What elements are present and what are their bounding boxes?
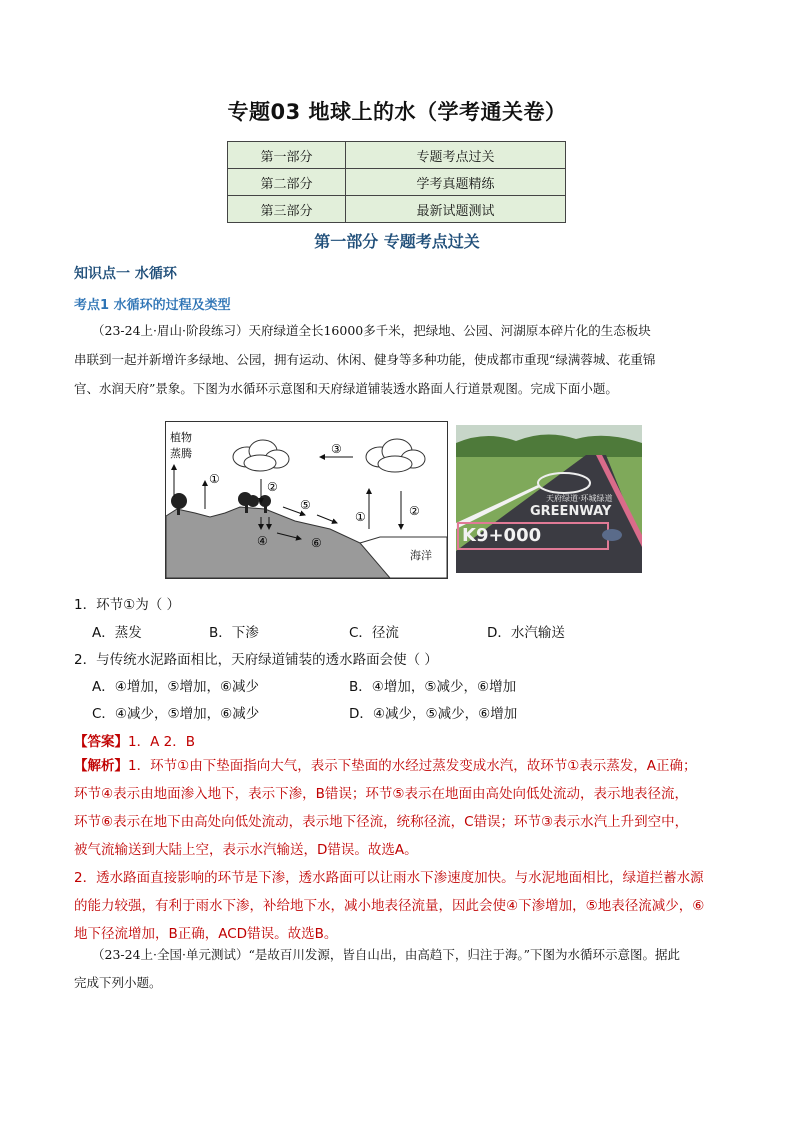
ocean-label: 海洋 bbox=[410, 549, 432, 562]
passage-line: 串联到一起并新增许多绿地、公园，拥有运动、休闲、健身等多种功能，使成都市重现“绿满蓉城、花重锦 bbox=[74, 352, 656, 367]
transpire-label: 蒸腾 bbox=[170, 447, 192, 460]
part-label: 第三部分 bbox=[228, 196, 346, 223]
q2-option-c: C．④减少，⑤增加，⑥减少 bbox=[92, 706, 260, 722]
explanation-line: 地下径流增加，B正确，ACD错误。故选B。 bbox=[74, 926, 338, 942]
greenway-text: GREENWAY bbox=[530, 504, 612, 519]
q2-option-d: D．④减少，⑤减少，⑥增加 bbox=[349, 706, 518, 722]
part-label: 第二部分 bbox=[228, 169, 346, 196]
passage-line: 官、水润天府”景象。下图为水循环示意图和天府绿道铺装透水路面人行道景观图。完成下面小题。 bbox=[74, 381, 618, 396]
q1-option-d: D．水汽输送 bbox=[487, 625, 565, 641]
part-heading: 第一部分 专题考点过关 bbox=[314, 232, 480, 251]
part-name: 最新试题测试 bbox=[346, 196, 566, 223]
manhole-cover bbox=[602, 529, 622, 541]
explanation-line: 环节④表示由地面渗入地下，表示下渗，B错误；环节⑤表示在地面由高处向低处流动，表示地表径流， bbox=[74, 786, 688, 802]
explanation-line: 的能力较强，有利于雨水下渗，补给地下水，减小地表径流量，因此会使④下渗增加，⑤地表径流减少，⑥ bbox=[74, 898, 705, 914]
label-6: ⑥ bbox=[311, 536, 322, 550]
greenway-photo bbox=[456, 425, 642, 573]
explain-label: 【解析】 bbox=[74, 758, 128, 774]
explanation-line bbox=[74, 752, 728, 780]
passage-line: （23-24上·眉山·阶段练习）天府绿道全长16000多千米，把绿地、公园、河湖原本碎片化的生态板块 bbox=[92, 323, 651, 338]
q2-option-a: A．④增加，⑤增加，⑥减少 bbox=[92, 679, 260, 695]
label-1: ① bbox=[209, 472, 220, 486]
q1-option-a: A．蒸发 bbox=[92, 625, 142, 641]
q2-option-b: B．④增加，⑤减少，⑥增加 bbox=[349, 679, 517, 695]
plant-label: 植物 bbox=[170, 431, 192, 444]
q1-option-b: B．下渗 bbox=[209, 625, 259, 641]
table-row bbox=[228, 169, 566, 196]
passage-line: 完成下列小题。 bbox=[74, 975, 162, 990]
part-label: 第一部分 bbox=[228, 142, 346, 169]
answer-line bbox=[74, 730, 195, 750]
label-5: ⑤ bbox=[300, 498, 311, 512]
label-1-ocean: ① bbox=[355, 510, 366, 524]
explanation-line: 被气流输送到大陆上空，表示水汽输送，D错误。故选A。 bbox=[74, 842, 418, 858]
passage-line: （23-24上·全国·单元测试）“是故百川发源，皆自山出，由高趋下，归注于海。”下图为水循环示意图。据此 bbox=[92, 947, 681, 962]
label-4: ④ bbox=[257, 534, 268, 548]
label-3: ③ bbox=[331, 442, 342, 456]
part-name: 学考真题精练 bbox=[346, 169, 566, 196]
table-row bbox=[228, 142, 566, 169]
explain-text: 1．环节①由下垫面指向大气，表示下垫面的水经过蒸发变成水汽，故环节①表示蒸发，A正确； bbox=[128, 758, 697, 774]
answer-label: 【答案】 bbox=[74, 734, 128, 750]
question-1-stem: 1．环节①为（ ） bbox=[74, 597, 180, 613]
logo-text: 天府绿道·环城绿道 bbox=[546, 494, 613, 503]
question-2-stem: 2．与传统水泥路面相比，天府绿道铺装的透水路面会使（ ） bbox=[74, 652, 438, 668]
marker-text: K9+000 bbox=[462, 525, 542, 546]
knowledge-point-heading: 知识点一 水循环 bbox=[74, 266, 177, 282]
explanation-line: 2．透水路面直接影响的环节是下渗，透水路面可以让雨水下渗速度加快。与水泥地面相比，绿道拦蓄水源 bbox=[74, 870, 704, 886]
q1-option-c: C．径流 bbox=[349, 625, 399, 641]
explanation-line: 环节⑥表示在地下由高处向低处流动，表示地下径流，统称径流，C错误；环节③表示水汽上升到空中， bbox=[74, 814, 689, 830]
part-name: 专题考点过关 bbox=[346, 142, 566, 169]
label-2-ocean: ② bbox=[409, 504, 420, 518]
table-row bbox=[228, 196, 566, 223]
exam-point-heading: 考点1 水循环的过程及类型 bbox=[74, 298, 231, 313]
page-title: 专题03 地球上的水（学考通关卷） bbox=[227, 100, 567, 124]
water-cycle-diagram bbox=[165, 421, 448, 579]
parts-table bbox=[227, 141, 566, 223]
label-2: ② bbox=[267, 480, 278, 494]
answer-text: 1．A 2．B bbox=[128, 734, 195, 750]
